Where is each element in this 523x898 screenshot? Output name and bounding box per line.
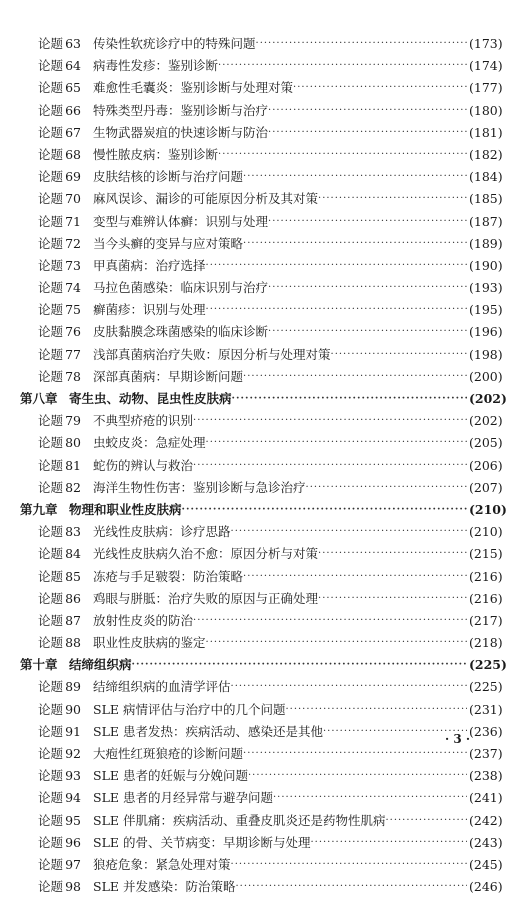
entry-title: 马拉色菌感染：临床识别与治疗 [93,280,269,296]
page-ref: (184) [469,169,503,185]
entry-title: SLE 的骨、关节病变：早期诊断与处理 [93,834,311,850]
topic-number: 81 [65,457,81,473]
topic-label: 论题 [38,679,64,695]
entry-title-line [93,876,467,898]
dot-leader [193,610,467,632]
entry-title-line [93,787,467,809]
topic-label: 论题 [38,834,64,850]
toc-entry-row [0,211,523,233]
topic-number: 96 [65,834,81,850]
topic-number: 95 [65,812,81,828]
page-ref: (218) [469,635,503,651]
entry-title: 虫蛟皮炎：急症处理 [93,435,206,451]
page-ref: (182) [469,146,503,162]
entry-title-line [93,188,467,210]
entry-title-line [93,765,467,787]
toc-entry-row [0,543,523,565]
page-ref: (180) [469,102,503,118]
toc-chapter-row [0,499,523,521]
toc-entry-row [0,432,523,454]
entry-title: 结缔组织病的血清学评估 [93,679,231,695]
topic-number: 76 [65,324,81,340]
dot-leader [268,100,467,122]
topic-label: 论题 [38,235,64,251]
entry-title-line [69,499,467,521]
topic-label: 论题 [38,612,64,628]
dot-leader [331,344,467,366]
topic-label: 论题 [38,701,64,717]
dot-leader [231,676,467,698]
topic-label: 论题 [38,768,64,784]
page-ref: (202) [469,391,507,406]
toc-entry-row [0,676,523,698]
toc-entry-row [0,77,523,99]
topic-label: 论题 [38,635,64,651]
entry-title: 放射性皮炎的防治 [93,612,194,628]
entry-title-line [93,233,467,255]
topic-label: 论题 [38,568,64,584]
page-ref: (225) [469,679,503,695]
toc-entry-row [0,344,523,366]
entry-title: 深部真菌病：早期诊断问题 [93,368,244,384]
topic-number: 70 [65,191,81,207]
page-ref: (246) [469,879,503,895]
dot-leader [285,699,467,721]
entry-title-line [93,854,467,876]
page-ref: (216) [469,568,503,584]
entry-title-line [93,455,467,477]
topic-label: 论题 [38,746,64,761]
toc-entry-row [0,743,523,765]
page-ref: (205) [469,435,503,451]
topic-label: 论题 [38,457,64,473]
dot-leader [231,521,467,543]
toc-chapter-row [0,654,523,676]
entry-title-line [93,144,467,166]
topic-label: 论题 [38,790,64,806]
dot-leader [306,477,467,499]
entry-title: 浅部真菌病治疗失败：原因分析与处理对策 [93,346,331,362]
toc-entry-row [0,610,523,632]
entry-title-line [93,321,467,343]
topic-number: 97 [65,856,81,872]
entry-title: 麻风误诊、漏诊的可能原因分析及其对策 [93,191,319,207]
page-ref: (243) [469,834,503,850]
topic-number: 64 [65,58,81,74]
topic-label: 论题 [38,723,64,739]
dot-leader [256,33,467,55]
entry-title: 物理和职业性皮肤病 [69,501,182,517]
toc-entry-row [0,366,523,388]
entry-title: SLE 伴肌痛：疾病活动、重叠皮肌炎还是药物性肌病 [93,812,386,828]
page-ref: (195) [469,302,503,318]
entry-title: SLE 患者的妊娠与分娩问题 [93,768,248,784]
topic-number: 77 [65,346,81,362]
dot-leader [232,388,467,410]
dot-leader [193,410,467,432]
toc-entry-row [0,699,523,721]
page-ref: (187) [469,213,503,229]
topic-label: 论题 [38,346,64,362]
toc-entry-row [0,455,523,477]
entry-title-line [93,566,467,588]
entry-title: 变型与难辨认体癣：识别与处理 [93,213,269,229]
toc-entry-row [0,188,523,210]
page-ref: (231) [469,701,503,717]
toc-entry-row [0,55,523,77]
entry-title-line [93,410,467,432]
entry-title-line [93,610,467,632]
topic-label: 论题 [38,435,64,451]
entry-title-line [93,100,467,122]
page-ref: (207) [469,479,503,495]
topic-label: 论题 [38,413,64,429]
dot-leader [268,211,467,233]
entry-title-line [93,521,467,543]
dot-leader [193,455,467,477]
page-ref: (196) [469,324,503,340]
topic-number: 85 [65,568,81,584]
toc-entry-row [0,255,523,277]
entry-title: 慢性脓皮病：鉴别诊断 [93,146,219,162]
entry-title: 传染性软疣诊疗中的特殊问题 [93,36,256,51]
entry-title: 光线性皮肤病：诊疗思路 [93,524,231,540]
entry-title: 结缔组织病 [69,657,132,673]
entry-title: 蛇伤的辨认与救治 [93,457,194,473]
toc-entry-row [0,100,523,122]
entry-title-line [93,277,467,299]
topic-number: 66 [65,102,81,118]
topic-label: 论题 [38,590,64,606]
page-ref: (206) [469,457,503,473]
page-ref: (181) [469,124,503,140]
dot-leader [243,366,467,388]
topic-label: 论题 [38,58,64,74]
table-of-contents [0,33,523,898]
page-ref: (215) [469,546,503,562]
entry-title: 特殊类型丹毒：鉴别诊断与治疗 [93,102,269,118]
topic-label: 论题 [38,146,64,162]
topic-number: 71 [65,213,81,229]
topic-number: 67 [65,124,81,140]
page-ref: (225) [469,657,507,673]
entry-title: 甲真菌病：治疗选择 [93,257,206,273]
topic-number: 83 [65,524,81,540]
entry-title-line [93,743,467,765]
topic-label: 论题 [38,257,64,273]
entry-title-line [93,344,467,366]
topic-label: 论题 [38,36,64,51]
entry-title: 癣菌疹：识别与处理 [93,302,206,318]
page-ref: (236) [469,723,503,739]
page-ref: (185) [469,191,503,207]
topic-label: 论题 [38,169,64,185]
page-ref: (174) [469,58,503,74]
entry-title: 光线性皮肤病久治不愈：原因分析与对策 [93,546,319,562]
entry-title-line [93,211,467,233]
entry-title: 不典型疥疮的识别 [93,413,194,429]
entry-title-line [69,388,467,410]
page-ref: (200) [469,368,503,384]
chapter-label: 第九章 [20,501,58,517]
dot-leader [218,55,467,77]
topic-number: 94 [65,790,81,806]
topic-number: 75 [65,302,81,318]
page-ref: (217) [469,612,503,628]
topic-label: 论题 [38,280,64,296]
dot-leader [182,499,467,521]
page-ref: (193) [469,280,503,296]
page-ref: (198) [469,346,503,362]
entry-title-line [93,721,467,743]
toc-entry-row [0,410,523,432]
toc-entry-row [0,854,523,876]
entry-title: 狼疮危象：紧急处理对策 [93,856,231,872]
entry-title: 生物武器炭疽的快速诊断与防治 [93,124,269,140]
entry-title: 病毒性发疹：鉴别诊断 [93,58,219,74]
toc-entry-row [0,832,523,854]
topic-number: 79 [65,413,81,429]
dot-leader [293,77,467,99]
dot-leader [243,743,467,765]
entry-title: SLE 并发感染：防治策略 [93,879,236,895]
dot-leader [218,144,467,166]
topic-label: 论题 [38,80,64,96]
entry-title-line [93,543,467,565]
toc-entry-row [0,810,523,832]
toc-entry-row [0,144,523,166]
entry-title: 海洋生物性伤害：鉴别诊断与急诊治疗 [93,479,306,495]
topic-number: 92 [65,746,81,761]
dot-leader [132,654,467,676]
toc-entry-row [0,566,523,588]
page-ref: (210) [469,524,503,540]
dot-leader [206,432,467,454]
entry-title-line [93,366,467,388]
topic-label: 论题 [38,302,64,318]
page-ref: (241) [469,790,503,806]
chapter-label: 第八章 [20,391,58,406]
entry-title: 皮肤结核的诊断与治疗问题 [93,169,244,185]
topic-number: 84 [65,546,81,562]
toc-entry-row [0,277,523,299]
dot-leader [385,810,467,832]
toc-entry-row [0,166,523,188]
topic-number: 65 [65,80,81,96]
entry-title-line [93,166,467,188]
topic-number: 90 [65,701,81,717]
entry-title-line [93,699,467,721]
dot-leader [268,321,467,343]
dot-leader [206,255,467,277]
entry-title-line [93,55,467,77]
entry-title-line [93,832,467,854]
entry-title: SLE 病情评估与治疗中的几个问题 [93,701,286,717]
topic-label: 论题 [38,879,64,895]
dot-leader [268,277,467,299]
dot-leader [206,632,467,654]
dot-leader [243,166,467,188]
page-ref: (216) [469,590,503,606]
dot-leader [243,566,467,588]
topic-label: 论题 [38,124,64,140]
topic-label: 论题 [38,213,64,229]
dot-leader [235,876,467,898]
topic-label: 论题 [38,324,64,340]
dot-leader [231,854,467,876]
page-ref: (237) [469,746,503,761]
topic-label: 论题 [38,191,64,207]
topic-label: 论题 [38,479,64,495]
page-ref: (177) [469,80,503,96]
dot-leader [318,543,467,565]
toc-entry-row [0,632,523,654]
toc-entry-row [0,33,523,55]
topic-number: 93 [65,768,81,784]
topic-number: 89 [65,679,81,695]
page-ref: (173) [469,36,503,51]
topic-label: 论题 [38,524,64,540]
entry-title-line [93,432,467,454]
topic-number: 72 [65,235,81,251]
entry-title-line [93,588,467,610]
dot-leader [273,787,467,809]
page-ref: (190) [469,257,503,273]
dot-leader [268,122,467,144]
page-number: · 3 · [445,732,471,746]
entry-title: 职业性皮肤病的鉴定 [93,635,206,651]
topic-number: 73 [65,257,81,273]
topic-number: 69 [65,169,81,185]
topic-number: 86 [65,590,81,606]
entry-title: 皮肤黏膜念珠菌感染的临床诊断 [93,324,269,340]
topic-label: 论题 [38,368,64,384]
topic-number: 98 [65,879,81,895]
toc-entry-row [0,765,523,787]
toc-entry-row [0,299,523,321]
entry-title: SLE 患者发热：疾病活动、感染还是其他 [93,723,323,739]
entry-title-line [93,477,467,499]
entry-title-line [93,77,467,99]
topic-label: 论题 [38,812,64,828]
entry-title: 寄生虫、动物、昆虫性皮肤病 [69,391,232,406]
entry-title: 大疱性红斑狼疮的诊断问题 [93,746,244,761]
entry-title: 鸡眼与胼胝：治疗失败的原因与正确处理 [93,590,319,606]
dot-leader [310,832,467,854]
chapter-label: 第十章 [20,657,58,673]
dot-leader [243,233,467,255]
topic-number: 82 [65,479,81,495]
dot-leader [318,188,467,210]
page-ref: (189) [469,235,503,251]
topic-label: 论题 [38,856,64,872]
toc-entry-row [0,588,523,610]
topic-number: 91 [65,723,81,739]
entry-title-line [69,654,467,676]
topic-number: 74 [65,280,81,296]
toc-chapter-row [0,388,523,410]
toc-entry-row [0,122,523,144]
entry-title-line [93,122,467,144]
entry-title-line [93,299,467,321]
page-ref: (242) [469,812,503,828]
topic-number: 87 [65,612,81,628]
entry-title-line [93,632,467,654]
topic-label: 论题 [38,546,64,562]
page-ref: (210) [469,501,507,517]
topic-number: 78 [65,368,81,384]
topic-number: 80 [65,435,81,451]
dot-leader [248,765,467,787]
entry-title: 当今头癣的变异与应对策略 [93,235,244,251]
toc-entry-row [0,876,523,898]
page-ref: (238) [469,768,503,784]
topic-number: 68 [65,146,81,162]
topic-label: 论题 [38,102,64,118]
entry-title-line [93,33,467,55]
page-ref: (245) [469,856,503,872]
toc-entry-row [0,321,523,343]
entry-title-line [93,255,467,277]
entry-title: SLE 患者的月经异常与避孕问题 [93,790,273,806]
dot-leader [318,588,467,610]
toc-entry-row [0,521,523,543]
entry-title-line [93,810,467,832]
topic-number: 63 [65,36,81,51]
toc-entry-row [0,233,523,255]
page-ref: (202) [469,413,503,429]
toc-entry-row [0,477,523,499]
entry-title: 难愈性毛囊炎：鉴别诊断与处理对策 [93,80,294,96]
dot-leader [206,299,467,321]
entry-title-line [93,676,467,698]
topic-number: 88 [65,635,81,651]
entry-title: 冻疮与手足皲裂：防治策略 [93,568,244,584]
toc-entry-row [0,787,523,809]
